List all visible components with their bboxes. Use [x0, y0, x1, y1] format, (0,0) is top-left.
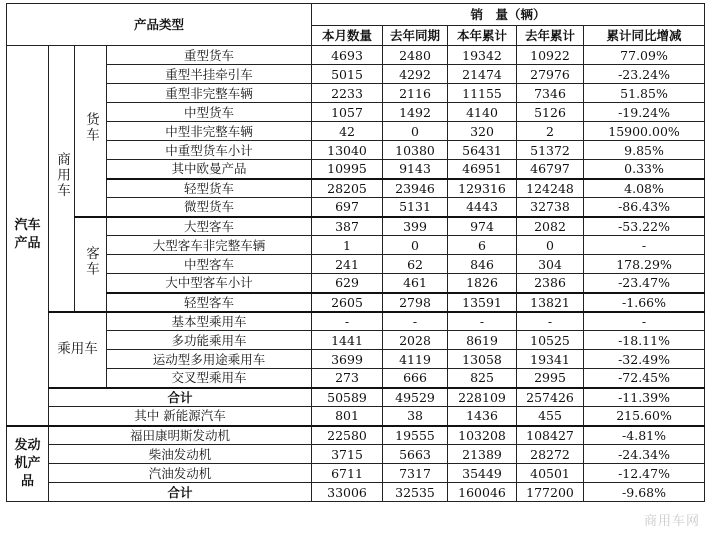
- value-cell: 1: [312, 236, 383, 255]
- value-cell: 8619: [448, 331, 517, 350]
- product-name: 柴油发动机: [49, 445, 312, 464]
- value-cell: 2028: [383, 331, 448, 350]
- value-cell: 19341: [517, 350, 584, 369]
- sales-header: 销 量（辆）: [312, 4, 705, 26]
- value-cell: 1441: [312, 331, 383, 350]
- engine-category: [7, 426, 49, 502]
- value-cell: 7346: [517, 84, 584, 103]
- value-cell: 124248: [517, 179, 584, 198]
- vehicle-total-label: 合计: [49, 388, 312, 407]
- product-name: 重型半挂牵引车: [107, 65, 312, 84]
- value-cell: -: [517, 312, 584, 331]
- product-name: 轻型货车: [107, 179, 312, 198]
- value-cell: 160046: [448, 483, 517, 502]
- value-cell: -86.43%: [584, 198, 705, 217]
- product-name: 大型客车: [107, 217, 312, 236]
- value-cell: 697: [312, 198, 383, 217]
- value-cell: 21389: [448, 445, 517, 464]
- vehicle-category-label: 汽车产品: [14, 218, 41, 252]
- value-cell: 28272: [517, 445, 584, 464]
- product-name: 基本型乘用车: [107, 312, 312, 331]
- value-cell: 5663: [383, 445, 448, 464]
- product-name: 交叉型乘用车: [107, 369, 312, 388]
- nev-label: 其中 新能源汽车: [49, 407, 312, 426]
- value-cell: 7317: [383, 464, 448, 483]
- value-cell: -: [383, 312, 448, 331]
- value-cell: 273: [312, 369, 383, 388]
- value-cell: 2386: [517, 274, 584, 293]
- value-cell: 4693: [312, 46, 383, 65]
- product-name: 汽油发动机: [49, 464, 312, 483]
- value-cell: 387: [312, 217, 383, 236]
- value-cell: 6711: [312, 464, 383, 483]
- value-cell: 22580: [312, 426, 383, 445]
- truck-category-label: 货车: [83, 112, 99, 144]
- col-header: 去年累计: [517, 26, 584, 46]
- commercial-category: [49, 46, 75, 312]
- product-name: 中重型货车小计: [107, 141, 312, 160]
- product-type-header: 产品类型: [7, 4, 312, 46]
- value-cell: 1826: [448, 274, 517, 293]
- value-cell: 19555: [383, 426, 448, 445]
- value-cell: 974: [448, 217, 517, 236]
- value-cell: 129316: [448, 179, 517, 198]
- product-name: 其中欧曼产品: [107, 160, 312, 179]
- value-cell: -32.49%: [584, 350, 705, 369]
- value-cell: -9.68%: [584, 483, 705, 502]
- value-cell: 4.08%: [584, 179, 705, 198]
- value-cell: 5126: [517, 103, 584, 122]
- value-cell: -: [584, 236, 705, 255]
- value-cell: 11155: [448, 84, 517, 103]
- value-cell: 50589: [312, 388, 383, 407]
- value-cell: 1492: [383, 103, 448, 122]
- engine-total-label: 合计: [49, 483, 312, 502]
- value-cell: -23.47%: [584, 274, 705, 293]
- value-cell: -19.24%: [584, 103, 705, 122]
- value-cell: 2798: [383, 293, 448, 312]
- value-cell: 257426: [517, 388, 584, 407]
- value-cell: 666: [383, 369, 448, 388]
- value-cell: 5131: [383, 198, 448, 217]
- value-cell: 178.29%: [584, 255, 705, 274]
- value-cell: 2: [517, 122, 584, 141]
- value-cell: 846: [448, 255, 517, 274]
- col-header: 去年同期: [383, 26, 448, 46]
- value-cell: 35449: [448, 464, 517, 483]
- value-cell: 4140: [448, 103, 517, 122]
- col-header: 累计同比增减: [584, 26, 705, 46]
- value-cell: 51.85%: [584, 84, 705, 103]
- value-cell: 23946: [383, 179, 448, 198]
- value-cell: 10922: [517, 46, 584, 65]
- value-cell: 28205: [312, 179, 383, 198]
- product-name: 运动型多用途乘用车: [107, 350, 312, 369]
- value-cell: 3699: [312, 350, 383, 369]
- value-cell: -53.22%: [584, 217, 705, 236]
- value-cell: 51372: [517, 141, 584, 160]
- value-cell: 2116: [383, 84, 448, 103]
- value-cell: 4292: [383, 65, 448, 84]
- value-cell: 0: [383, 122, 448, 141]
- value-cell: 2480: [383, 46, 448, 65]
- value-cell: 2233: [312, 84, 383, 103]
- product-name: 重型货车: [107, 46, 312, 65]
- value-cell: 801: [312, 407, 383, 426]
- value-cell: -24.34%: [584, 445, 705, 464]
- value-cell: 62: [383, 255, 448, 274]
- sales-table: [6, 3, 705, 502]
- value-cell: 13058: [448, 350, 517, 369]
- value-cell: -1.66%: [584, 293, 705, 312]
- value-cell: 10525: [517, 331, 584, 350]
- value-cell: 56431: [448, 141, 517, 160]
- value-cell: 27976: [517, 65, 584, 84]
- product-name: 中型货车: [107, 103, 312, 122]
- value-cell: 304: [517, 255, 584, 274]
- value-cell: 10380: [383, 141, 448, 160]
- value-cell: 2082: [517, 217, 584, 236]
- value-cell: 49529: [383, 388, 448, 407]
- value-cell: 4443: [448, 198, 517, 217]
- value-cell: 320: [448, 122, 517, 141]
- truck-category: [75, 46, 107, 217]
- bus-category: [75, 217, 107, 312]
- value-cell: 9.85%: [584, 141, 705, 160]
- value-cell: 40501: [517, 464, 584, 483]
- value-cell: 2605: [312, 293, 383, 312]
- value-cell: 2995: [517, 369, 584, 388]
- value-cell: 0.33%: [584, 160, 705, 179]
- watermark: 商用车网: [643, 514, 700, 529]
- product-name: 大型客车非完整车辆: [107, 236, 312, 255]
- value-cell: 6: [448, 236, 517, 255]
- engine-category-label: 发动机产品: [14, 437, 41, 489]
- value-cell: 0: [517, 236, 584, 255]
- value-cell: 0: [383, 236, 448, 255]
- value-cell: 10995: [312, 160, 383, 179]
- value-cell: 13040: [312, 141, 383, 160]
- value-cell: -4.81%: [584, 426, 705, 445]
- value-cell: 33006: [312, 483, 383, 502]
- col-header: 本年累计: [448, 26, 517, 46]
- value-cell: 77.09%: [584, 46, 705, 65]
- commercial-category-label: 商用车: [54, 152, 70, 199]
- value-cell: 241: [312, 255, 383, 274]
- value-cell: 13821: [517, 293, 584, 312]
- value-cell: -23.24%: [584, 65, 705, 84]
- value-cell: -18.11%: [584, 331, 705, 350]
- value-cell: 32738: [517, 198, 584, 217]
- value-cell: 177200: [517, 483, 584, 502]
- value-cell: 3715: [312, 445, 383, 464]
- value-cell: 4119: [383, 350, 448, 369]
- passenger-category: 乘用车: [49, 312, 107, 388]
- value-cell: 461: [383, 274, 448, 293]
- value-cell: 42: [312, 122, 383, 141]
- bus-category-label: 客车: [83, 245, 99, 277]
- value-cell: 5015: [312, 65, 383, 84]
- product-name: 微型货车: [107, 198, 312, 217]
- value-cell: 215.60%: [584, 407, 705, 426]
- product-name: 中型非完整车辆: [107, 122, 312, 141]
- value-cell: 399: [383, 217, 448, 236]
- value-cell: 455: [517, 407, 584, 426]
- value-cell: -: [584, 312, 705, 331]
- value-cell: -11.39%: [584, 388, 705, 407]
- value-cell: 38: [383, 407, 448, 426]
- value-cell: 13591: [448, 293, 517, 312]
- product-name: 轻型客车: [107, 293, 312, 312]
- value-cell: -12.47%: [584, 464, 705, 483]
- product-name: 大中型客车小计: [107, 274, 312, 293]
- value-cell: 108427: [517, 426, 584, 445]
- value-cell: 825: [448, 369, 517, 388]
- value-cell: -: [448, 312, 517, 331]
- product-name: 中型客车: [107, 255, 312, 274]
- col-header: 本月数量: [312, 26, 383, 46]
- value-cell: -: [312, 312, 383, 331]
- product-name: 重型非完整车辆: [107, 84, 312, 103]
- value-cell: 9143: [383, 160, 448, 179]
- value-cell: -72.45%: [584, 369, 705, 388]
- value-cell: 32535: [383, 483, 448, 502]
- value-cell: 21474: [448, 65, 517, 84]
- value-cell: 103208: [448, 426, 517, 445]
- value-cell: 15900.00%: [584, 122, 705, 141]
- value-cell: 629: [312, 274, 383, 293]
- value-cell: 1057: [312, 103, 383, 122]
- value-cell: 1436: [448, 407, 517, 426]
- vehicle-category: [7, 46, 49, 426]
- value-cell: 46951: [448, 160, 517, 179]
- product-name: 福田康明斯发动机: [49, 426, 312, 445]
- product-name: 多功能乘用车: [107, 331, 312, 350]
- value-cell: 228109: [448, 388, 517, 407]
- value-cell: 46797: [517, 160, 584, 179]
- value-cell: 19342: [448, 46, 517, 65]
